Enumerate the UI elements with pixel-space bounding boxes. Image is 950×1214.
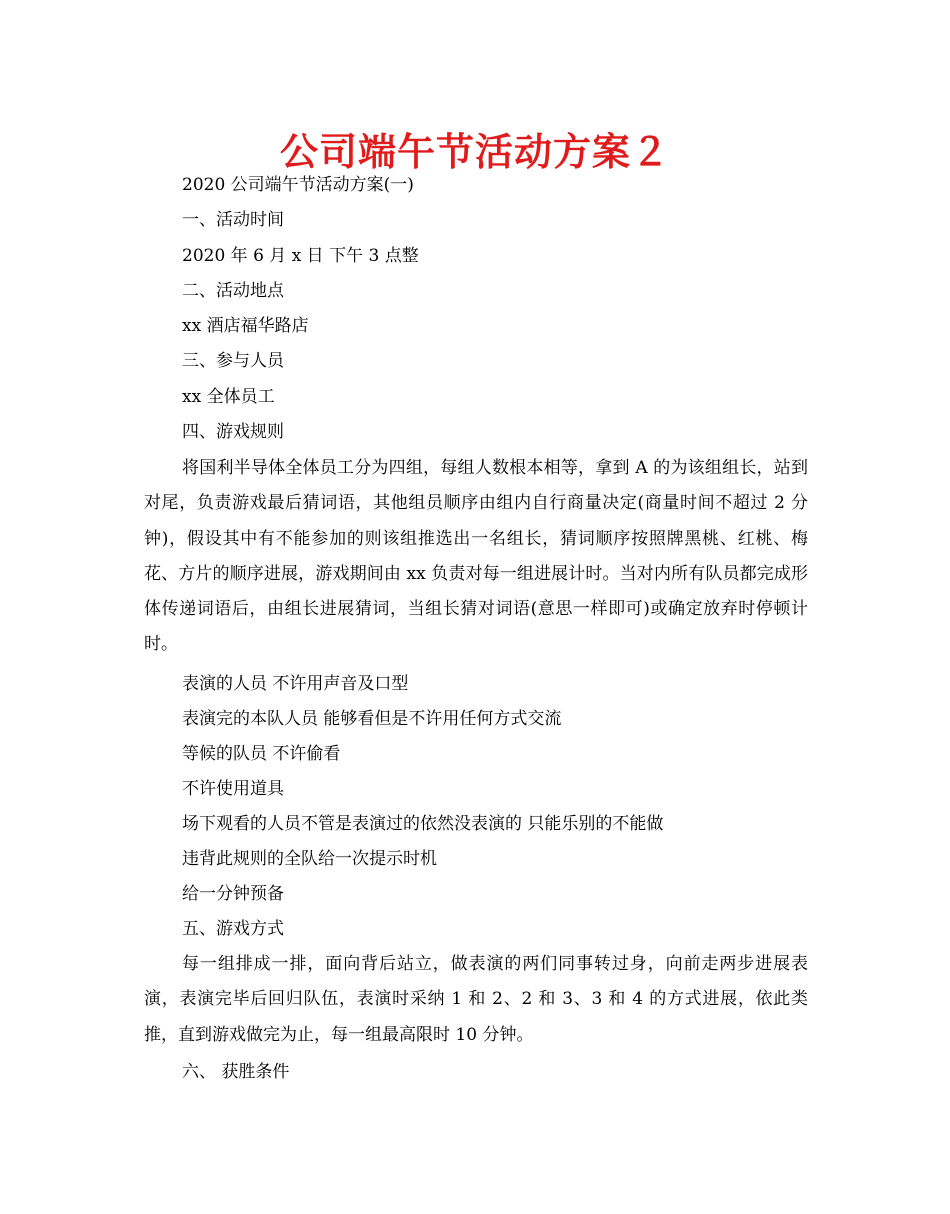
rules-paragraph: 将国利半导体全体员工分为四组，每组人数根本相等，拿到 A 的为该组组长，站到对尾，负责游戏最后猜词语，其他组员顺序由组内自行商量决定(商量时间不超过 2 分钟)，假设其中有不能参加的则该组推选出一名组长，猜词顺序按照牌黑桃、红桃、梅花、方片的顺序进展，游戏期间由 xx 负责对每一组进展计时。当对内所有队员都完成形体传递词语后，由组长进展猜词，当组长猜对词语(意思一样即可)或确定放弃时停顿计时。 xyxy=(144,458,808,655)
section-heading-participants: 三、参与人员 xyxy=(182,351,284,371)
rule-item: 不许使用道具 xyxy=(182,779,284,799)
event-participants: xx 全体员工 xyxy=(182,387,275,407)
rule-item: 等候的队员 不许偷看 xyxy=(182,744,341,764)
section-heading-winning: 六、 获胜条件 xyxy=(182,1062,290,1082)
method-paragraph: 每一组排成一排，面向背后站立，做表演的两们同事转过身，向前走两步进展表演，表演完毕后回归队伍，表演时采纳 1 和 2、2 和 3、3 和 4 的方式进展，依此类推，直到游戏做完为止，每一组最高限时 10 分钟。 xyxy=(144,954,808,1045)
section-heading-place: 二、活动地点 xyxy=(182,281,284,301)
rule-item: 场下观看的人员不管是表演过的依然没表演的 只能乐别的不能做 xyxy=(182,814,664,834)
rule-item: 表演完的本队人员 能够看但是不许用任何方式交流 xyxy=(182,709,562,729)
rule-item: 违背此规则的全队给一次提示时机 xyxy=(182,849,437,869)
section-heading-method: 五、游戏方式 xyxy=(182,919,284,939)
event-time: 2020 年 6 月 x 日 下午 3 点整 xyxy=(182,246,419,266)
rule-item: 表演的人员 不许用声音及口型 xyxy=(182,674,409,694)
event-place: xx 酒店福华路店 xyxy=(182,316,309,336)
document-title: 公司端午节活动方案２ xyxy=(279,130,670,174)
section-heading-rules: 四、游戏规则 xyxy=(182,422,284,442)
rule-item: 给一分钟预备 xyxy=(182,884,284,904)
section-heading-time: 一、活动时间 xyxy=(182,210,284,230)
document-subtitle: 2020 公司端午节活动方案(一) xyxy=(182,175,414,195)
